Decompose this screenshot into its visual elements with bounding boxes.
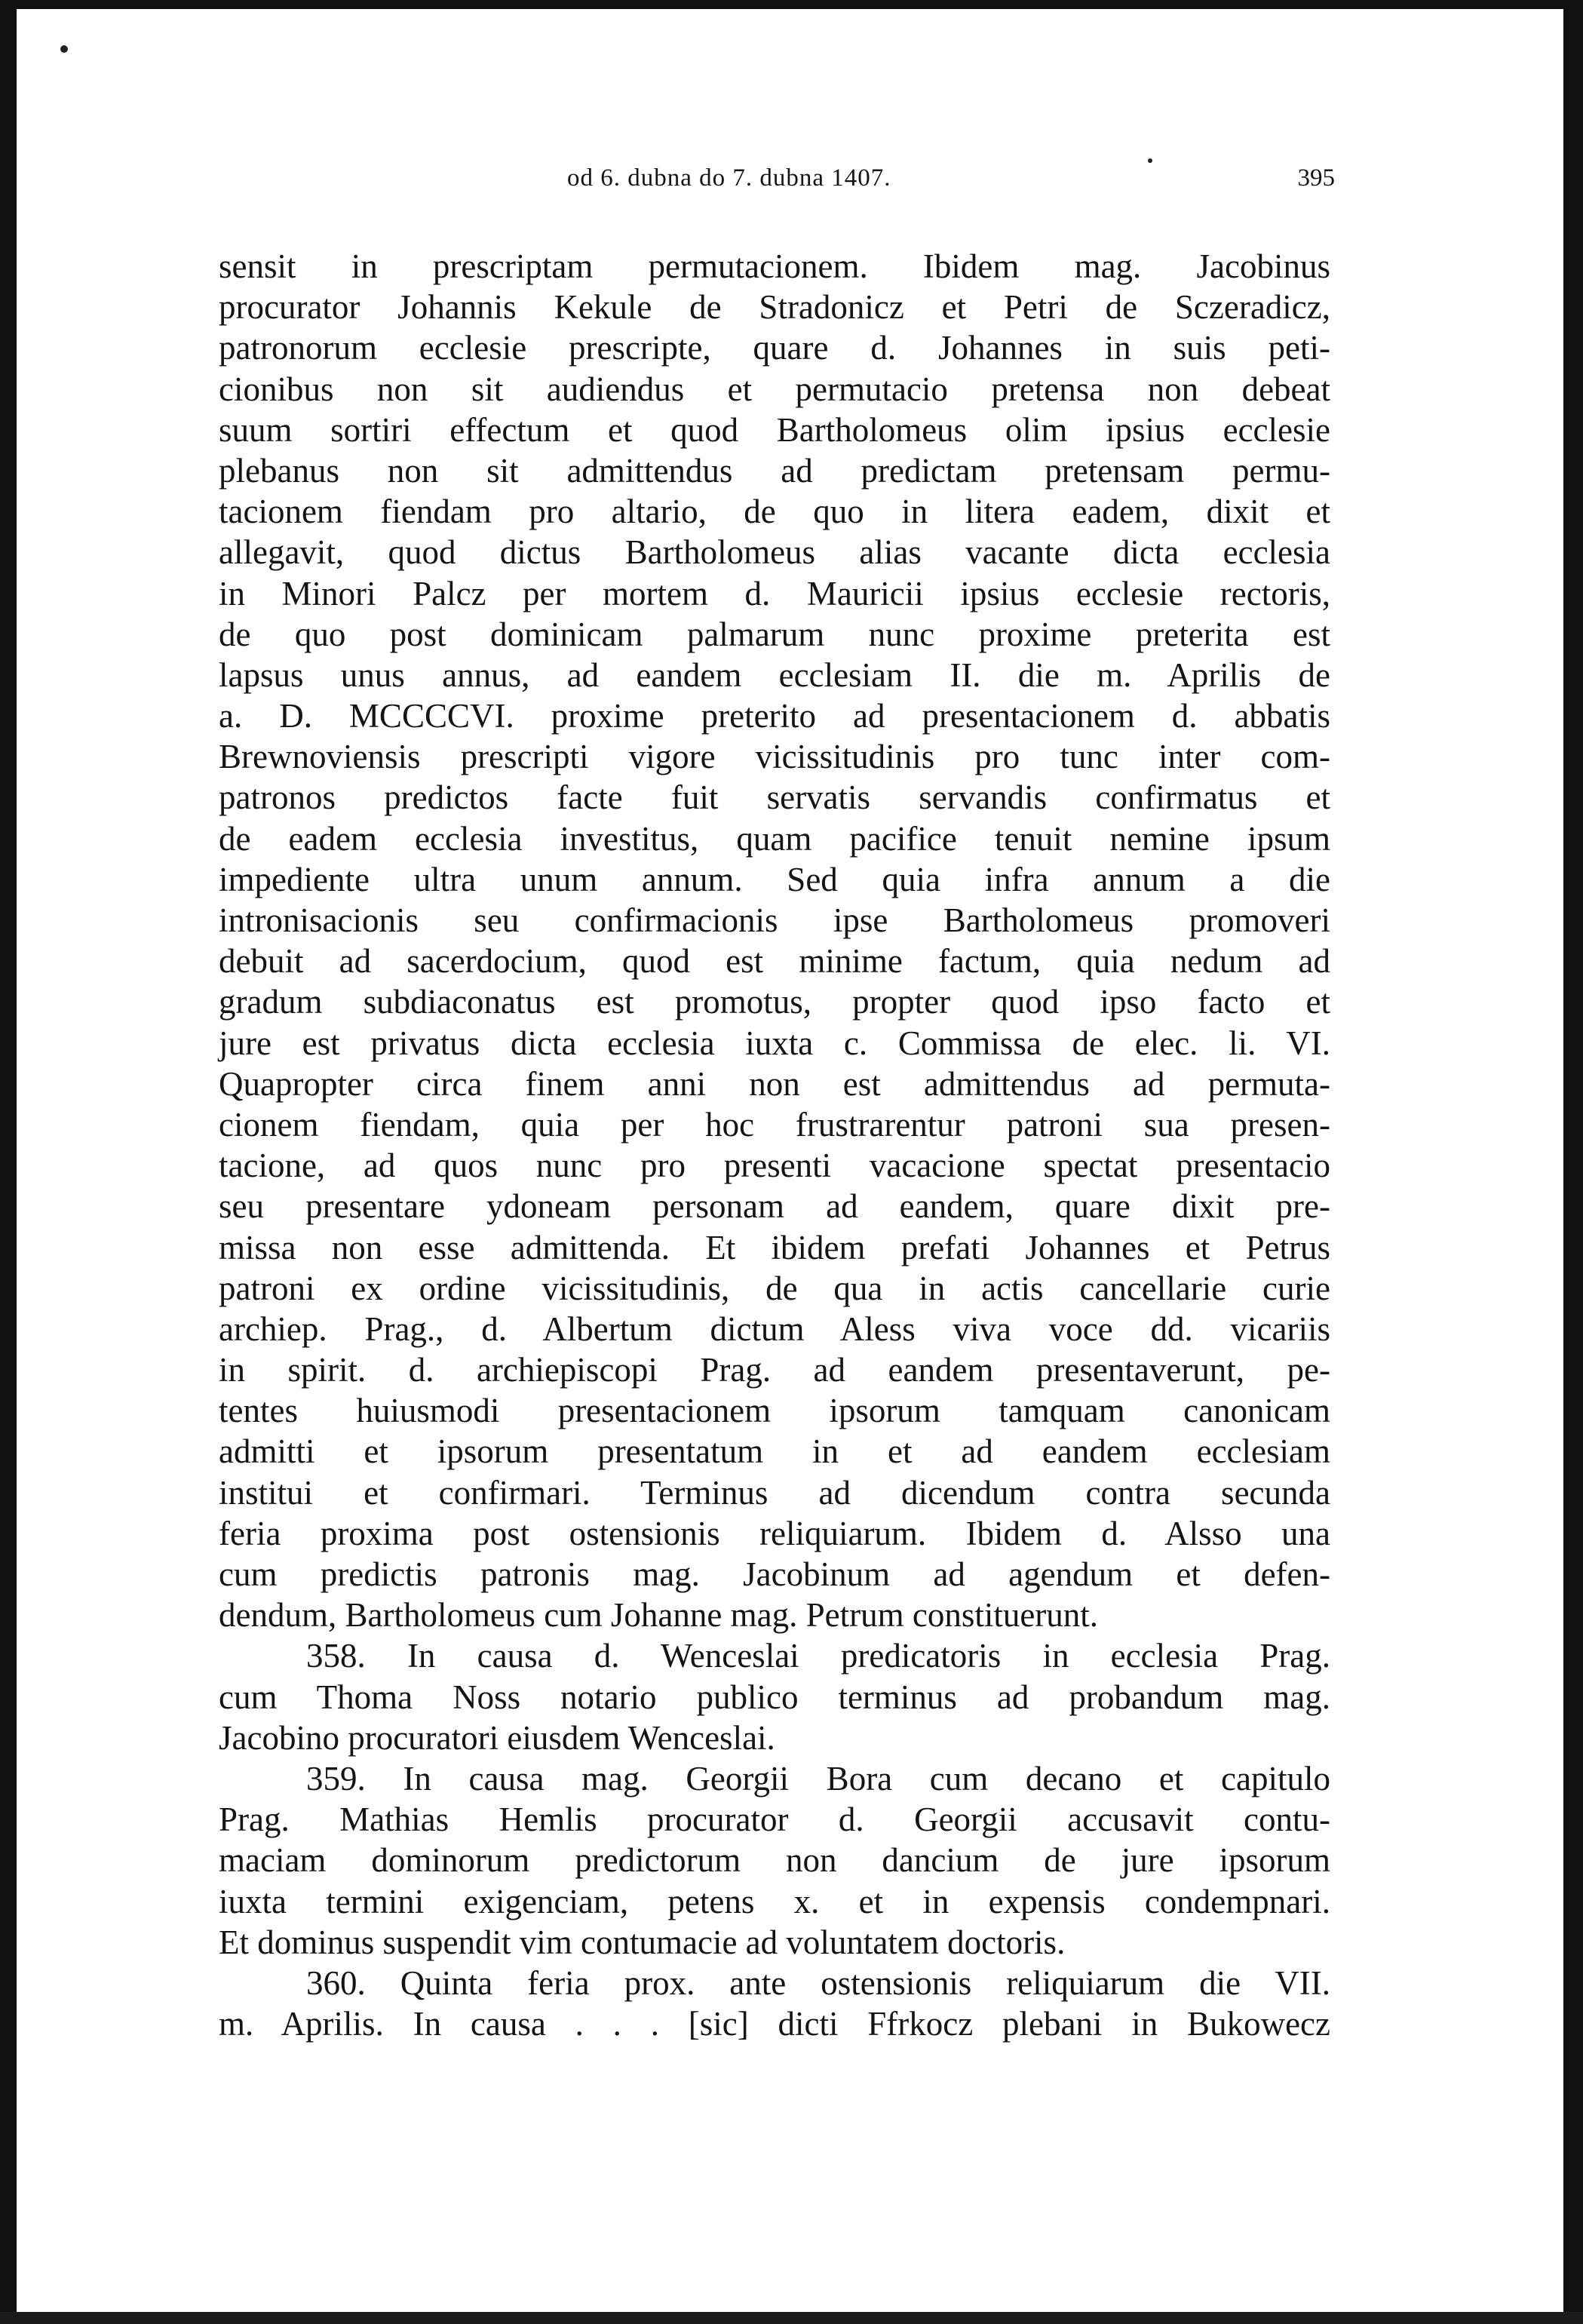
text-line: in Minori Palcz per mortem d. Mauricii ipsius ecclesie rectoris, <box>219 574 1330 612</box>
text-line: Prag. Mathias Hemlis procurator d. Georgii accusavit contu- <box>219 1801 1330 1839</box>
text-line: de eadem ecclesia investitus, quam pacifice tenuit nemine ipsum <box>219 819 1330 858</box>
scan-border-right <box>1563 0 1583 2324</box>
scan-speck <box>1148 158 1152 163</box>
scan-border-left <box>0 0 17 2324</box>
scan-border-bottom <box>0 2312 1583 2324</box>
text-line: feria proxima post ostensionis reliquiarum. Ibidem d. Alsso una <box>219 1514 1330 1552</box>
text-line: impediente ultra unum annum. Sed quia infra annum a die <box>219 860 1330 898</box>
paragraph-360-start: 360. Quinta feria prox. ante ostensionis reliquiarum die VII. <box>306 1963 1330 2002</box>
running-head <box>219 164 1335 207</box>
text-line: Jacobino procuratori eiusdem Wenceslai. <box>219 1718 775 1757</box>
text-line: Quapropter circa finem anni non est admittendus ad permuta- <box>219 1064 1330 1103</box>
text-line: in spirit. d. archiepiscopi Prag. ad eandem presentaverunt, pe- <box>219 1351 1330 1389</box>
text-line: gradum subdiaconatus est promotus, propter quod ipso facto et <box>219 983 1330 1021</box>
text-line: cum predictis patronis mag. Jacobinum ad agendum et defen- <box>219 1555 1330 1593</box>
text-line: debuit ad sacerdocium, quod est minime factum, quia nedum ad <box>219 942 1330 981</box>
text-line: allegavit, quod dictus Bartholomeus alias vacante dicta ecclesia <box>219 533 1330 572</box>
text-line: lapsus unus annus, ad eandem ecclesiam II. die m. Aprilis de <box>219 655 1330 694</box>
text-line: m. Aprilis. In causa . . . [sic] dicti Ffrkocz plebani in Bukowecz <box>219 2005 1330 2043</box>
text-line: seu presentare ydoneam personam ad eandem, quare dixit pre- <box>219 1187 1330 1226</box>
text-line: patronorum ecclesie prescripte, quare d. Johannes in suis peti- <box>219 329 1330 367</box>
paragraph-359-start: 359. In causa mag. Georgii Bora cum decano et capitulo <box>306 1759 1330 1797</box>
running-title: od 6. dubna do 7. dubna 1407. <box>567 164 891 192</box>
text-line: intronisacionis seu confirmacionis ipse Bartholomeus promoveri <box>219 901 1330 939</box>
text-line: maciam dominorum predictorum non dancium de jure ipsorum <box>219 1841 1330 1880</box>
scan-border-top <box>0 0 1583 9</box>
text-line: patronos predictos facte fuit servatis servandis confirmatus et <box>219 778 1330 817</box>
text-line: tentes huiusmodi presentacionem ipsorum tamquam canonicam <box>219 1392 1330 1430</box>
text-line: cum Thoma Noss notario publico terminus ad probandum mag. <box>219 1678 1330 1716</box>
text-line: Et dominus suspendit vim contumacie ad voluntatem doctoris. <box>219 1923 1066 1961</box>
text-line: a. D. MCCCCVI. proxime preterito ad presentacionem d. abbatis <box>219 697 1330 735</box>
text-line: de quo post dominicam palmarum nunc proxime preterita est <box>219 615 1330 653</box>
text-line: patroni ex ordine vicissitudinis, de qua in actis cancellarie curie <box>219 1269 1330 1307</box>
text-line: missa non esse admittenda. Et ibidem prefati Johannes et Petrus <box>219 1228 1330 1266</box>
text-line: archiep. Prag., d. Albertum dictum Aless viva voce dd. vicariis <box>219 1309 1330 1348</box>
text-line: procurator Johannis Kekule de Stradonicz et Petri de Sczeradicz, <box>219 288 1330 327</box>
text-line: dendum, Bartholomeus cum Johanne mag. Petrum constituerunt. <box>219 1596 1099 1635</box>
text-line: plebanus non sit admittendus ad predictam pretensam permu- <box>219 451 1330 490</box>
text-line: institui et confirmari. Terminus ad dicendum contra secunda <box>219 1473 1330 1512</box>
paragraph-358-start: 358. In causa d. Wenceslai predicatoris in ecclesia Prag. <box>306 1637 1330 1675</box>
text-line: tacione, ad quos nunc pro presenti vacacione spectat presentacio <box>219 1147 1330 1185</box>
text-line: admitti et ipsorum presentatum in et ad eandem ecclesiam <box>219 1432 1330 1471</box>
text-line: jure est privatus dicta ecclesia iuxta c. Commissa de elec. li. VI. <box>219 1024 1330 1062</box>
text-line: cionem fiendam, quia per hoc frustrarentur patroni sua presen- <box>219 1105 1330 1144</box>
page-number: 395 <box>1297 164 1335 192</box>
text-line: iuxta termini exigenciam, petens x. et in expensis condempnari. <box>219 1882 1330 1920</box>
text-line: Brewnoviensis prescripti vigore vicissitudinis pro tunc inter com- <box>219 738 1330 776</box>
text-line: suum sortiri effectum et quod Bartholomeus olim ipsius ecclesie <box>219 410 1330 449</box>
text-line: cionibus non sit audiendus et permutacio pretensa non debeat <box>219 370 1330 408</box>
scan-speck <box>60 45 68 53</box>
body-text <box>219 246 1330 2044</box>
text-line: tacionem fiendam pro altario, de quo in litera eadem, dixit et <box>219 493 1330 531</box>
text-line: sensit in prescriptam permutacionem. Ibidem mag. Jacobinus <box>219 247 1330 285</box>
